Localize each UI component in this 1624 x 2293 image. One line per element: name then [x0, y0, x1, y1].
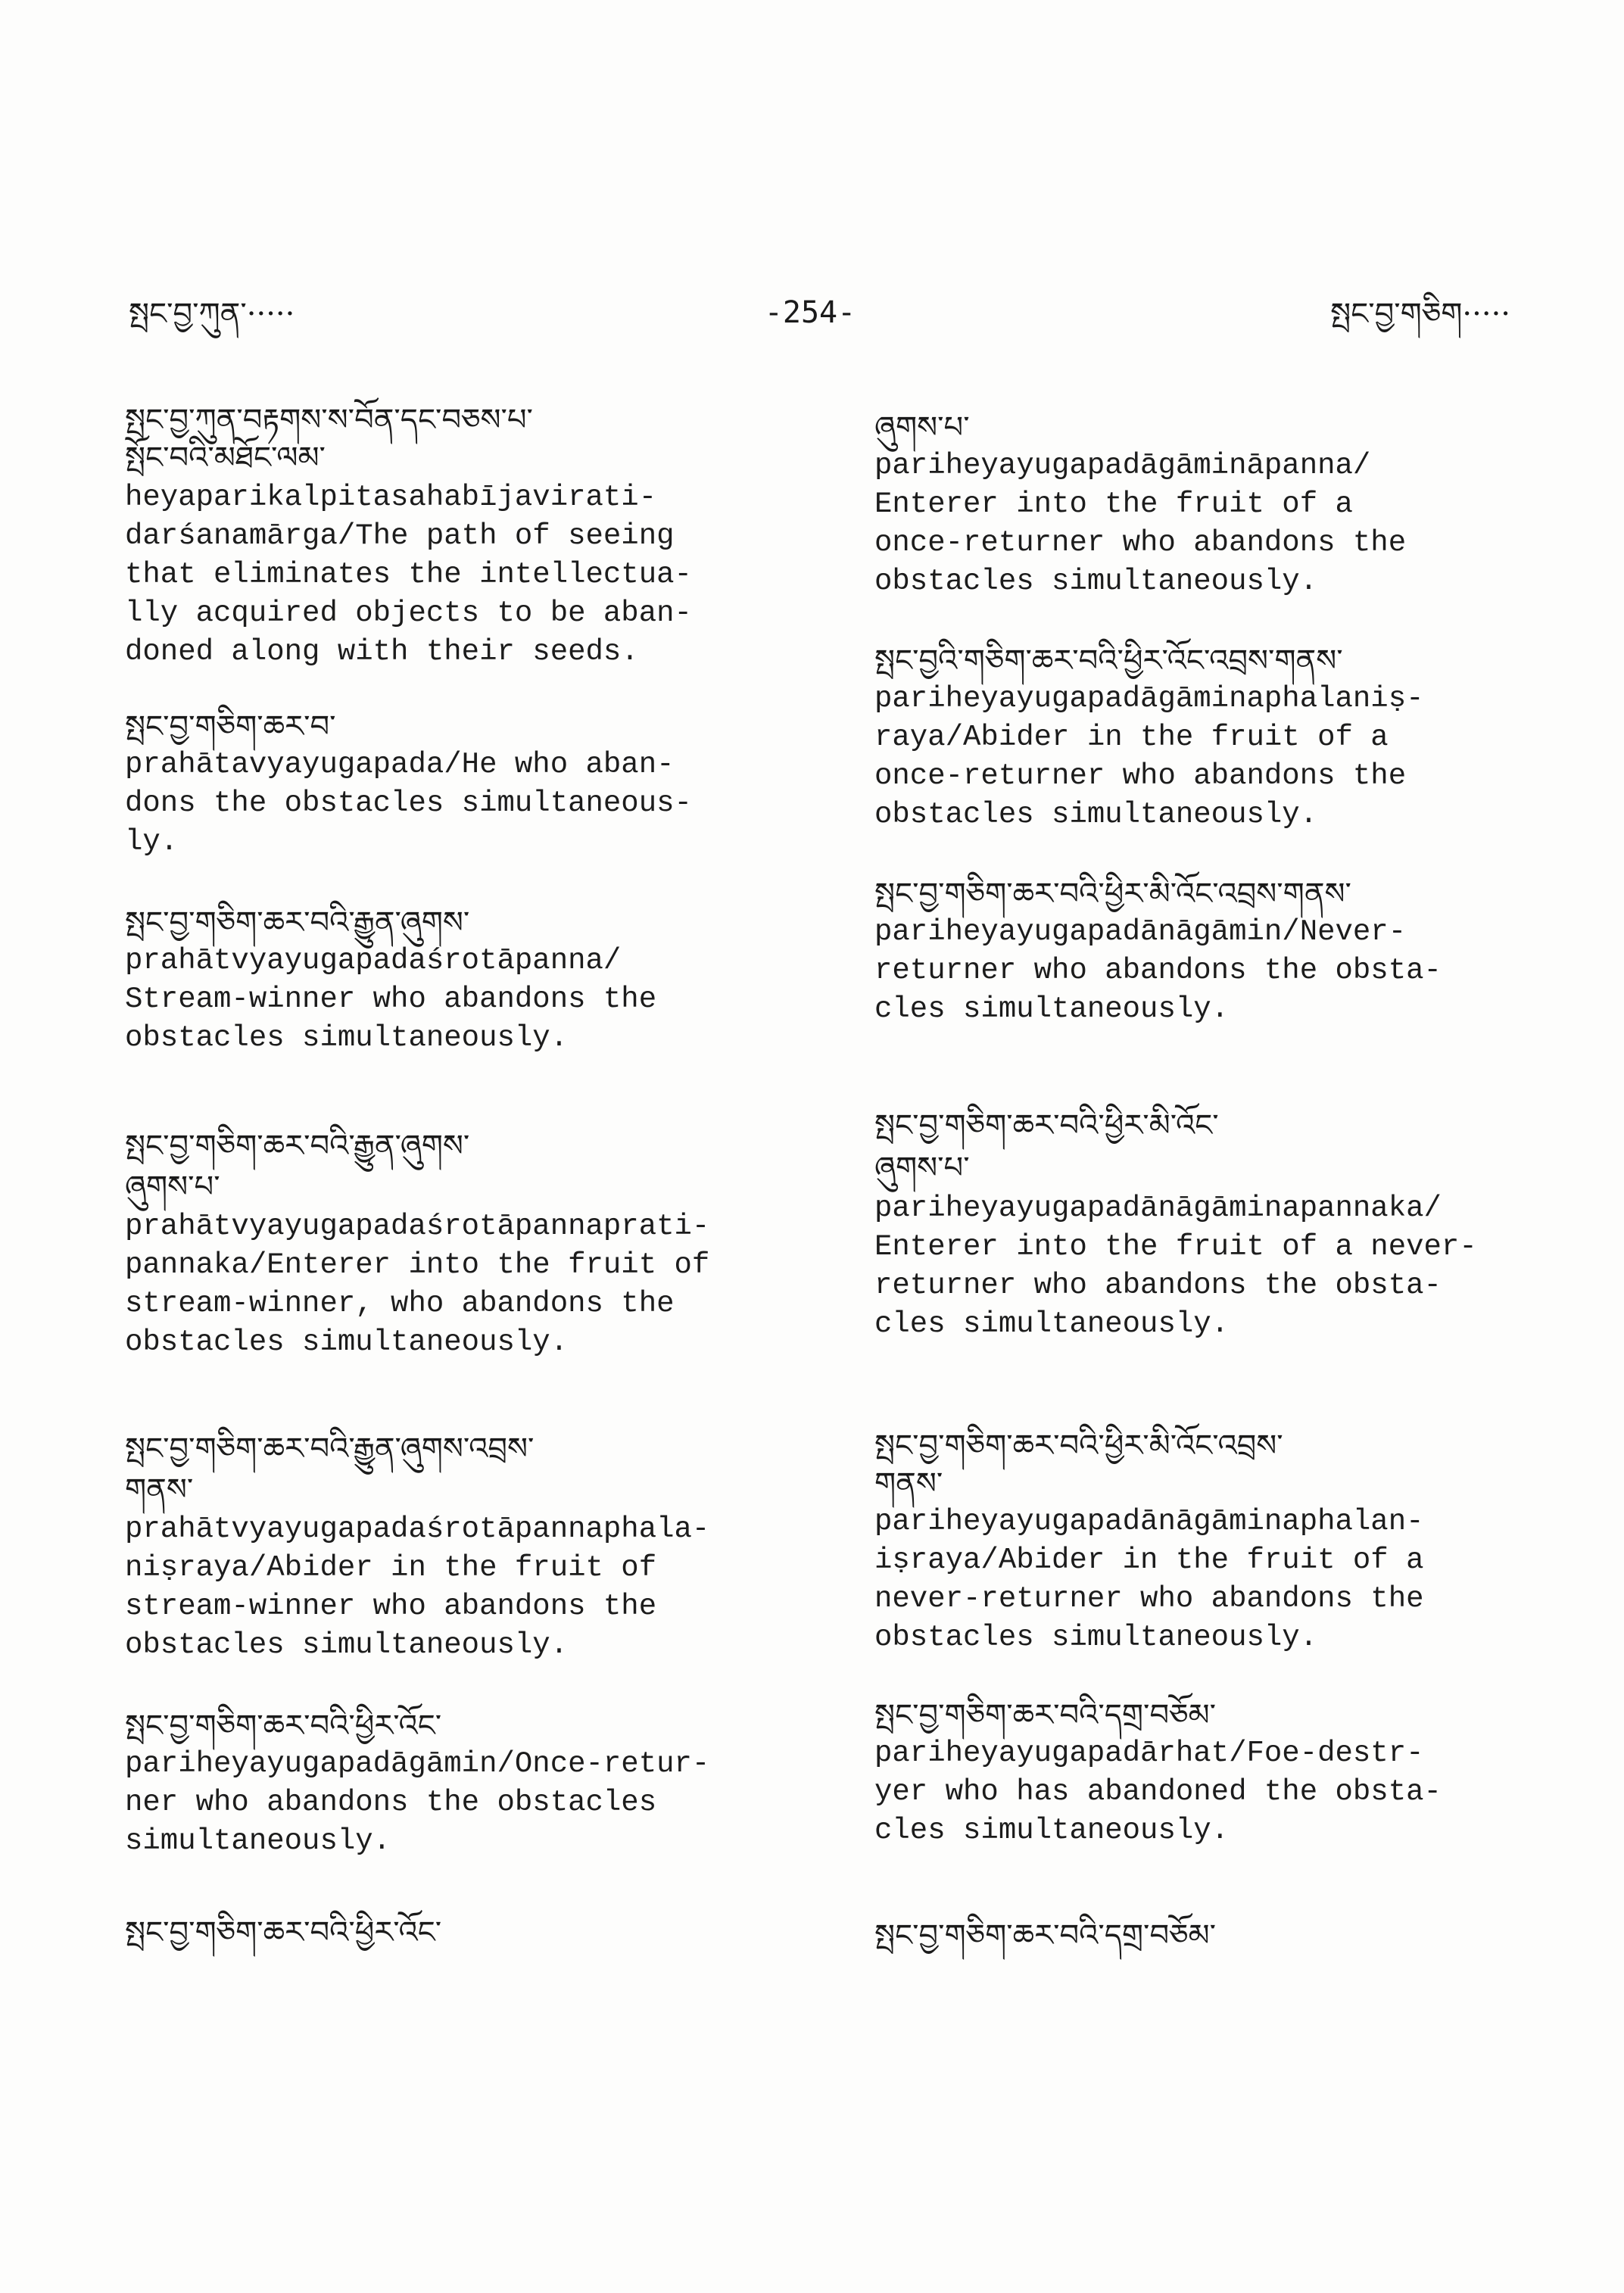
tibetan-headword: སྤང་བྱ་གཅིག་ཆར་བའི་ཕྱིར་འོང་ — [125, 1709, 442, 1743]
entry-definition: pariheyayugapadānāgāminaphalan- iṣraya/Abider in the fruit of a never-returner who abandons the obstacles simultaneously. — [874, 1505, 1424, 1654]
entry-definition: prahātavyayugapada/He who aban- dons the obstacles simultaneous- ly. — [125, 748, 692, 858]
dictionary-entry — [125, 904, 791, 1058]
tibetan-headword: སྤང་བྱ་གཅིག་ཆར་བའི་དགྲ་བཅོམ་ — [874, 1698, 1216, 1733]
entry-definition: pariheyayugapadāgāmināpanna/ Enterer into the fruit of a once-returner who abandons the obstacles simultaneously. — [874, 449, 1407, 598]
dictionary-entry — [874, 1696, 1541, 1850]
tibetan-headword: སྤང་བྱ་ཀུན་བརྟགས་ས་བོན་དང་བཅས་པ་ སྤོང་བའི་མཐོང་ལམ་ — [125, 403, 533, 475]
dictionary-entry — [125, 1707, 791, 1861]
dictionary-entry — [125, 708, 791, 861]
entry-definition: pariheyayugapadārhat/Foe-destr- yer who has abandoned the obsta- cles simultaneously. — [874, 1737, 1442, 1847]
page-header — [0, 295, 1624, 341]
entry-definition: pariheyayugapadānāgāmin/Never- returner who abandons the obsta- cles simultaneously. — [874, 915, 1442, 1026]
dictionary-entry — [125, 401, 791, 671]
dictionary-entry — [874, 1427, 1541, 1657]
entry-definition: prahātvyayugapadaśrotāpanna/ Stream-winner who abandons the obstacles simultaneously. — [125, 944, 657, 1055]
header-right-guideword: སྤང་བྱ་གཅིག····· — [1330, 297, 1510, 332]
tibetan-headword: སྤང་བྱ་གཅིག་ཆར་བའི་ཕྱིར་མི་འོང་ ཞུགས་པ་ — [874, 1108, 1219, 1185]
dictionary-entry — [874, 642, 1541, 834]
tibetan-headword: སྤང་བྱ་གཅིག་ཆར་བའི་དགྲ་བཅོམ་ — [874, 1918, 1216, 1953]
tibetan-headword: ཞུགས་པ་ — [874, 410, 970, 445]
tibetan-headword: སྤང་བྱ་གཅིག་ཆར་བའི་རྒྱུན་ཞུགས་ ཞུགས་པ་ — [125, 1129, 470, 1204]
entry-definition: heyaparikalpitasahabījavirati- darśanamārga/The path of seeing that eliminates the intellectua- lly acquired objects to be aban- doned along with their seeds. — [125, 481, 692, 668]
dictionary-entry — [125, 1428, 791, 1665]
tibetan-headword: སྤང་བྱ་གཅིག་ཆར་བའི་ཕྱིར་མི་འོང་འབྲས་གནས་ — [874, 877, 1351, 911]
tibetan-headword: སྤང་བྱ་གཅིག་ཆར་བའི་རྒྱུན་ཞུགས་འབྲས་ གནས་ — [125, 1432, 535, 1507]
tibetan-headword: སྤང་བྱ་གཅིག་ཆར་བ་ — [125, 709, 336, 744]
tibetan-headword: སྤང་བྱ་གཅིག་ཆར་བའི་ཕྱིར་མི་འོང་འབྲས་ གནས་ — [874, 1428, 1283, 1501]
left-column — [125, 401, 791, 1991]
entry-definition: pariheyayugapadānāgāminapannaka/ Enterer into the fruit of a never- returner who abandons the obsta- cles simultaneously. — [874, 1192, 1477, 1341]
entry-definition: pariheyayugapadāgāminaphalaniṣ- raya/Abider in the fruit of a once-returner who abandons the obstacles simultaneously. — [874, 682, 1424, 831]
entry-definition: prahātvyayugapadaśrotāpannaprati- pannaka/Enterer into the fruit of stream-winner, who abandons the obstacles simultaneously. — [125, 1210, 710, 1359]
dictionary-entry — [874, 409, 1541, 601]
right-column — [874, 409, 1541, 1994]
header-left-guideword: སྤང་བྱ་ཀུན་····· — [129, 297, 295, 332]
dictionary-entry — [125, 1126, 791, 1362]
tibetan-headword: སྤང་བྱ་གཅིག་ཆར་བའི་ཕྱིར་འོང་ — [125, 1915, 442, 1950]
tibetan-headword: སྤང་བྱའི་གཅིག་ཆར་བའི་ཕྱིར་འོང་འབྲས་གནས་ — [874, 643, 1343, 678]
entry-definition: prahātvyayugapadaśrotāpannaphala- niṣraya/Abider in the fruit of stream-winner who abandons the obstacles simultaneously. — [125, 1513, 710, 1662]
entry-definition: pariheyayugapadāgāmin/Once-retur- ner who abandons the obstacles simultaneously. — [125, 1747, 710, 1858]
dictionary-entry — [874, 1104, 1541, 1344]
dictionary-entry — [874, 1917, 1541, 1955]
tibetan-headword: སྤང་བྱ་གཅིག་ཆར་བའི་རྒྱུན་ཞུགས་ — [125, 905, 470, 940]
dictionary-entry — [125, 1914, 791, 1952]
dictionary-entry — [874, 875, 1541, 1029]
page-number: -254- — [764, 295, 856, 330]
